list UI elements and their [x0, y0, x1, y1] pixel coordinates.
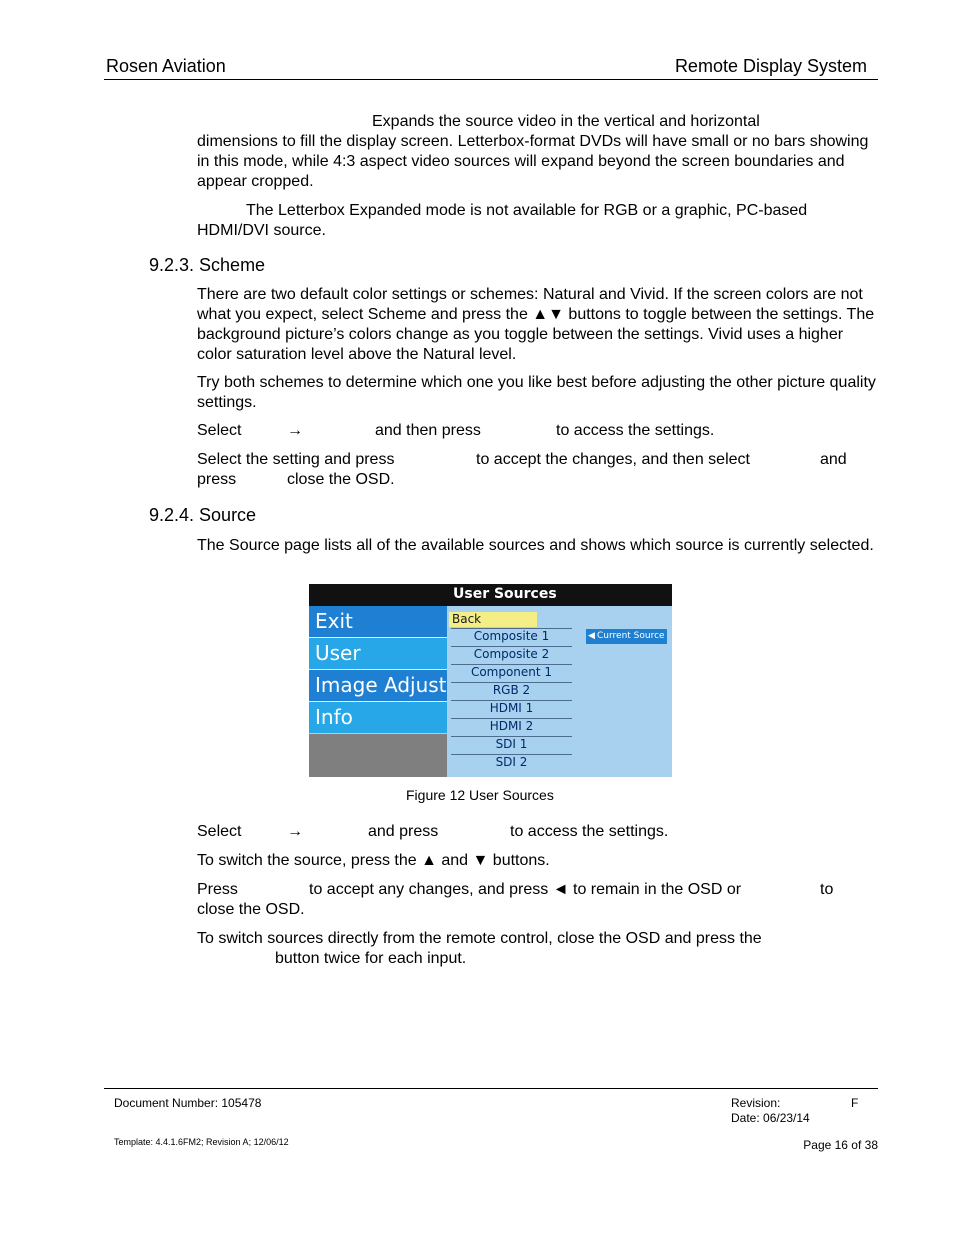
user-sources-screenshot [309, 584, 672, 777]
source-press-d: close the OSD. [197, 901, 305, 918]
intro-note [197, 201, 877, 241]
scheme-accept-b: to accept the changes, and then select [476, 451, 750, 468]
osd-menu-fill [309, 734, 447, 777]
source-heading: 9.2.4. Source [149, 505, 257, 525]
osd-source-component-1[interactable]: Component 1 [470, 665, 553, 679]
scheme-accept-d: press [197, 471, 237, 488]
source-press-b: to accept any changes, and press ◄ to remain in the OSD or [309, 881, 742, 898]
footer-revision-label: Revision: [731, 1096, 781, 1110]
scheme-para2: Try both schemes to determine which one you like best before adjusting the other picture quality settings. [197, 374, 876, 411]
osd-current-source-tag [586, 629, 667, 644]
scheme-select-mid: and then press [375, 422, 481, 439]
scheme-accept-e: close the OSD. [287, 471, 395, 488]
scheme-para1: There are two default color settings or schemes: Natural and Vivid. If the screen colors are not what you expect, select Scheme and press the ▲▼ buttons to toggle between the settings. The background picture’s colors change as you toggle between the settings. Vivid uses a higher color saturation level above the Natural level. [197, 286, 875, 363]
note-line1: The Letterbox Expanded mode is not available for RGB or a graphic, PC-based [246, 202, 808, 219]
intro-line1: Expands the source video in the vertical and horizontal [372, 113, 760, 130]
osd-source-hdmi-2[interactable]: HDMI 2 [489, 719, 534, 733]
osd-source-sdi-1[interactable]: SDI 1 [495, 737, 528, 751]
osd-menu-image-adjust[interactable]: Image Adjust [309, 670, 447, 701]
left-arrow-icon: ◀ [588, 631, 595, 641]
intro-rest: dimensions to fill the display screen. Letterbox-format DVDs will have small or no bars showing in this mode, while 4:3 aspect video sources will expand beyond the screen boundaries and appear cropped. [197, 133, 869, 190]
osd-menu-info[interactable]: Info [309, 702, 447, 733]
osd-back-item[interactable]: Back [449, 612, 537, 627]
source-press-a: Press [197, 881, 238, 898]
footer-date: Date: 06/23/14 [731, 1111, 810, 1125]
osd-source-sdi-2[interactable]: SDI 2 [495, 755, 528, 769]
osd-source-composite-2[interactable]: Composite 2 [473, 647, 550, 661]
footer-rule [104, 1088, 878, 1089]
scheme-heading: 9.2.3. Scheme [149, 255, 266, 275]
source-direct-line2: button twice for each input. [275, 950, 467, 967]
source-select-mid: and press [368, 823, 439, 840]
source-press-c: to [820, 881, 834, 898]
note-line2: HDMI/DVI source. [197, 222, 326, 239]
osd-title: User Sources [453, 586, 557, 602]
source-arrow: → [287, 823, 303, 840]
osd-current-source-label: Current Source [597, 631, 665, 641]
intro-paragraph [197, 112, 877, 192]
footer-template: Template: 4.4.1.6FM2; Revision A; 12/06/12 [114, 1137, 289, 1147]
scheme-select-end: to access the settings. [556, 422, 715, 439]
header-left: Rosen Aviation [106, 56, 226, 76]
footer-page-number: Page 16 of 38 [803, 1138, 878, 1152]
figure-caption: Figure 12 User Sources [406, 787, 554, 803]
osd-title-bar [309, 584, 672, 606]
scheme-accept-a: Select the setting and press [197, 451, 395, 468]
osd-source-hdmi-1[interactable]: HDMI 1 [489, 701, 534, 715]
scheme-arrow: → [287, 422, 303, 439]
footer-revision-value: F [851, 1096, 859, 1110]
osd-menu-exit[interactable]: Exit [309, 606, 447, 637]
source-select-end: to access the settings. [510, 823, 669, 840]
header-rule [104, 79, 878, 80]
scheme-select-word: Select [197, 422, 242, 439]
osd-source-rgb-2[interactable]: RGB 2 [492, 683, 531, 697]
footer-doc-number: Document Number: 105478 [114, 1096, 262, 1110]
source-select-word: Select [197, 823, 242, 840]
scheme-accept-c: and [820, 451, 847, 468]
osd-source-composite-1[interactable]: Composite 1 [473, 629, 550, 643]
source-switch: To switch the source, press the ▲ and ▼ buttons. [197, 852, 550, 869]
osd-menu-user[interactable]: User [309, 638, 447, 669]
header-right: Remote Display System [674, 56, 867, 76]
source-para1: The Source page lists all of the available sources and shows which source is currently selected. [197, 537, 874, 554]
source-direct-line1: To switch sources directly from the remote control, close the OSD and press the [197, 930, 762, 947]
